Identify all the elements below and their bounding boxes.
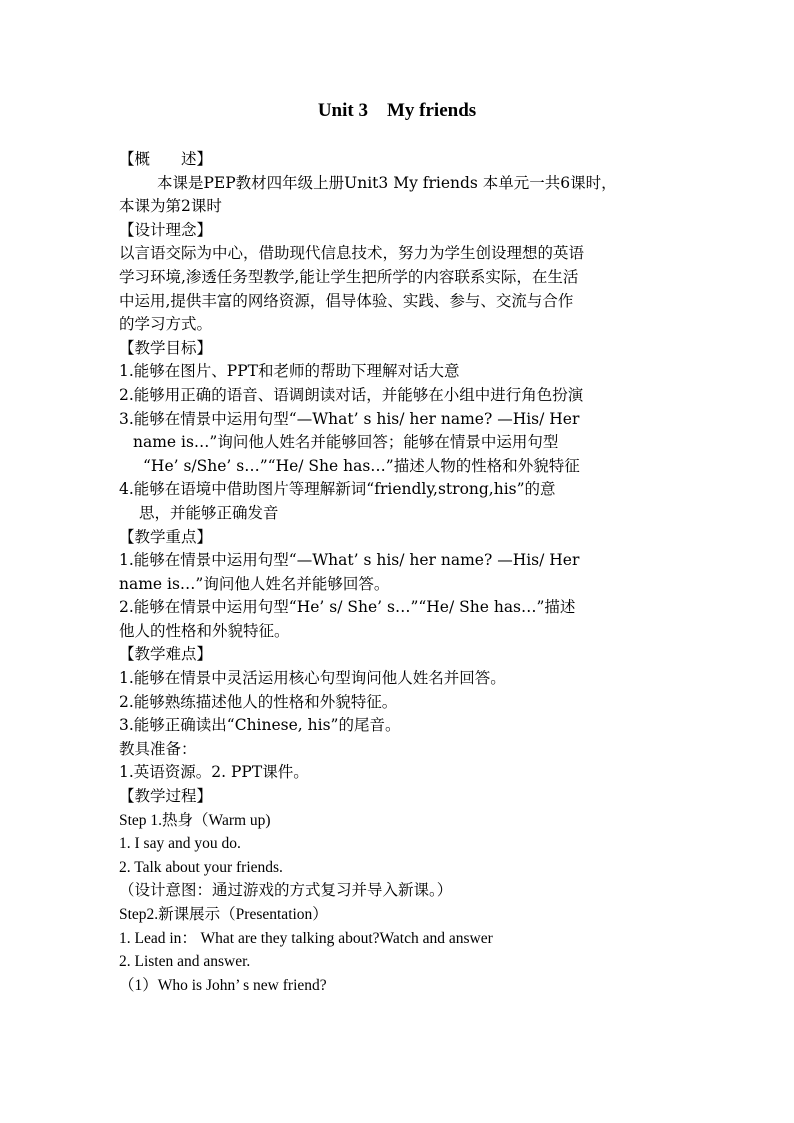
process-item: 2. Listen and answer. (119, 953, 251, 971)
process-step-heading: Step2.新课展示（Presentation） (119, 906, 328, 923)
goal-item-continued: “He’ s/She’ s…”“He/ She has…”描述人物的性格和外貌特征 (143, 456, 580, 475)
concept-line: 中运用,提供丰富的网络资源，倡导体验、实践、参与、交流与合作 (119, 291, 574, 310)
overview-line: 本课是PEP教材四年级上册Unit3 My friends 本单元一共6课时， (157, 173, 617, 192)
goal-item-continued: name is…”询问他人姓名并能够回答；能够在情景中运用句型 (133, 433, 559, 452)
process-item: 1. Lead in： What are they talking about?Watch and answer (119, 929, 493, 947)
overview-line: 本课为第2课时 (119, 197, 222, 216)
difficulty-item: 1.能够在情景中灵活运用核心句型询问他人姓名并回答。 (119, 669, 506, 688)
document-body (119, 148, 679, 997)
goal-item: 4.能够在语境中借助图片等理解新词“friendly,strong,his”的意 (119, 480, 556, 499)
section-heading-concept: 【设计理念】 (119, 220, 213, 239)
materials-line: 1.英语资源。2. PPT课件。 (119, 763, 309, 782)
goal-item: 1.能够在图片、PPT和老师的帮助下理解对话大意 (119, 362, 460, 381)
key-point-item: 1.能够在情景中运用句型“—What’ s his/ her name? —His/ Her (119, 551, 580, 570)
section-heading-difficulties: 【教学难点】 (119, 645, 213, 664)
key-point-item-continued: 他人的性格和外貌特征。 (119, 621, 290, 640)
process-question: （1）Who is John’ s new friend? (119, 976, 327, 994)
section-heading-key-points: 【教学重点】 (119, 527, 213, 546)
goal-item-continued: 思，并能够正确发音 (139, 503, 279, 522)
document-title: Unit 3 My friends (317, 100, 477, 121)
design-intent-note: （设计意图：通过游戏的方式复习并导入新课。） (119, 881, 453, 900)
concept-line: 以言语交际为中心，借助现代信息技术，努力为学生创设理想的英语 (119, 244, 585, 263)
section-heading-overview: 【概 述】 (119, 150, 213, 168)
difficulty-item: 2.能够熟练描述他人的性格和外貌特征。 (119, 692, 398, 711)
process-item: 2. Talk about your friends. (119, 858, 283, 876)
key-point-item: 2.能够在情景中运用句型“He’ s/ She’ s…”“He/ She has…”描述 (119, 598, 576, 617)
concept-line: 的学习方式。 (119, 315, 213, 334)
goal-item: 2.能够用正确的语音、语调朗读对话，并能够在小组中进行角色扮演 (119, 385, 584, 404)
difficulty-item: 3.能够正确读出“Chinese, his”的尾音。 (119, 716, 401, 735)
goal-item: 3.能够在情景中运用句型“—What’ s his/ her name? —His/ Her (119, 409, 580, 428)
section-heading-process: 【教学过程】 (119, 787, 213, 806)
concept-line: 学习环境,渗透任务型教学,能让学生把所学的内容联系实际，在生活 (119, 267, 579, 286)
section-heading-materials: 教具准备： (119, 739, 197, 758)
section-heading-goals: 【教学目标】 (119, 338, 213, 357)
process-item: 1. I say and you do. (119, 835, 241, 853)
key-point-item-continued: name is…”询问他人姓名并能够回答。 (119, 574, 390, 593)
process-step-heading: Step 1.热身（Warm up) (119, 811, 271, 829)
